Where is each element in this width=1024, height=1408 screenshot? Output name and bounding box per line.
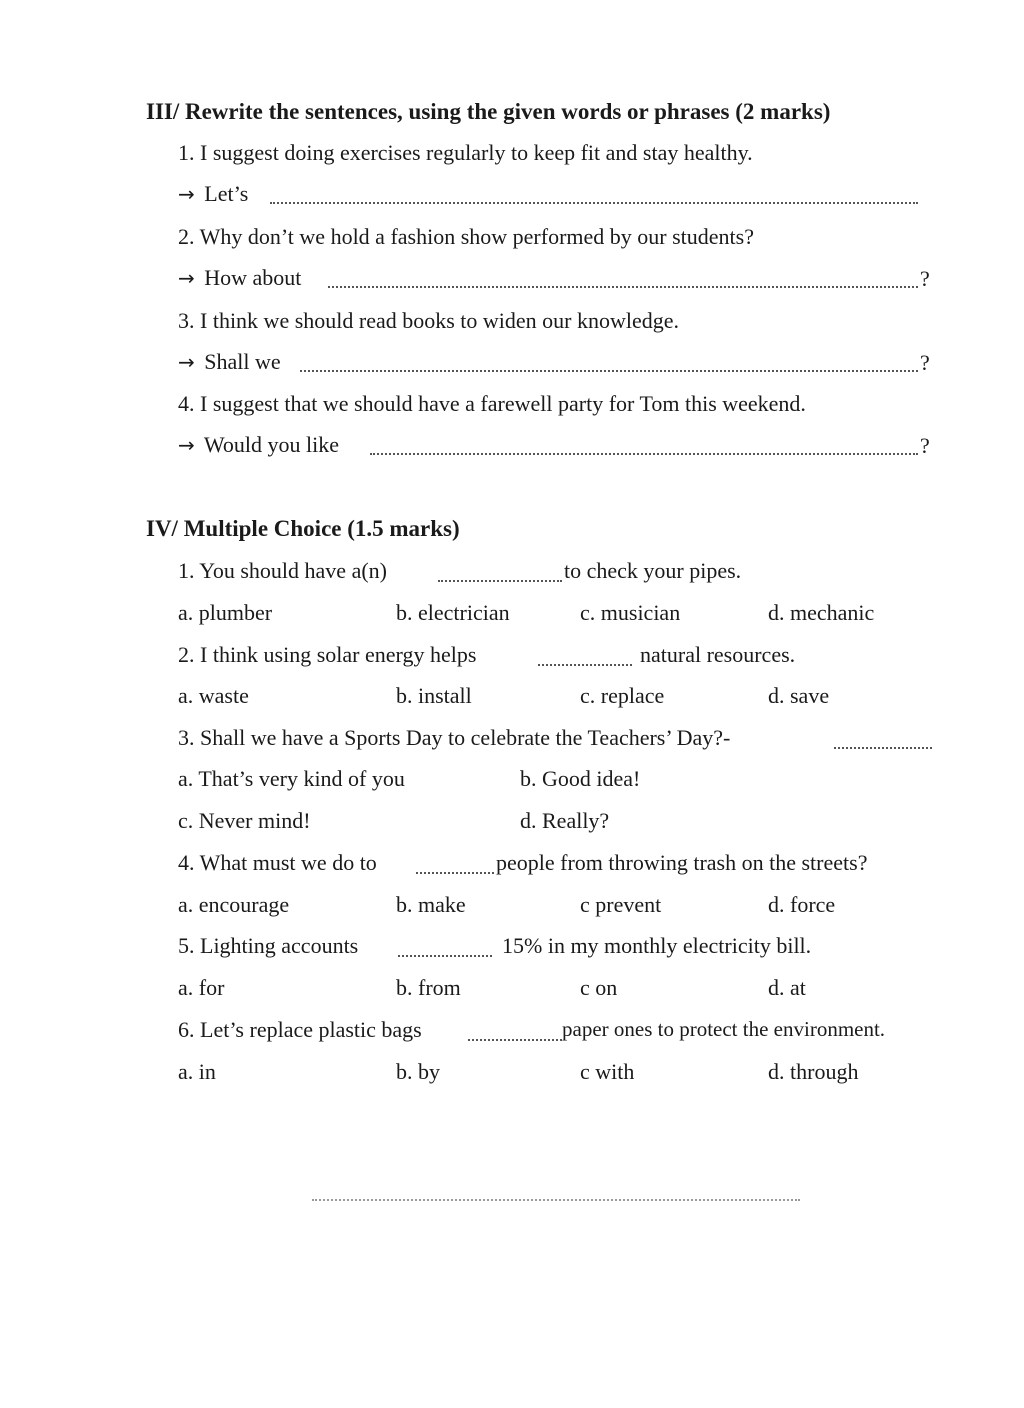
- arrow-icon: →: [178, 266, 195, 290]
- question-text-before: Let’s replace plastic bags: [200, 1017, 422, 1042]
- footer-dotted-line: [312, 1199, 800, 1201]
- option-a[interactable]: a. for: [178, 975, 225, 1000]
- answer-prompt: Would you like: [203, 432, 339, 457]
- option-d[interactable]: d. force: [768, 892, 836, 917]
- answer-prompt: Shall we: [204, 349, 281, 374]
- option-c[interactable]: c on: [580, 975, 618, 1000]
- item-number: 1.: [178, 140, 195, 165]
- answer-blank-4[interactable]: [370, 453, 918, 455]
- item-number: 4.: [178, 391, 195, 416]
- option-d[interactable]: d. mechanic: [768, 600, 875, 625]
- answer-prompt: How about: [204, 265, 302, 290]
- question-text-before: I think using solar energy helps: [200, 642, 477, 667]
- question-number: 4.: [178, 850, 195, 875]
- answer-prompt: Let’s: [204, 181, 249, 206]
- mc-question-4: [178, 852, 377, 874]
- section-4-heading: IV/ Multiple Choice (1.5 marks): [146, 516, 460, 541]
- option-c[interactable]: c. musician: [580, 600, 681, 625]
- question-text-after: people from throwing trash on the streets?: [496, 850, 868, 875]
- question-text-after: paper ones to protect the environment.: [562, 1017, 886, 1041]
- answer-blank-1[interactable]: [270, 202, 918, 204]
- question-blank-4[interactable]: [416, 872, 494, 874]
- option-d[interactable]: d. through: [768, 1059, 859, 1084]
- mc-question-5: [178, 935, 358, 957]
- question-text-before: What must we do to: [199, 850, 377, 875]
- rewrite-item-4: [178, 393, 806, 415]
- question-text-after: to check your pipes.: [564, 558, 742, 583]
- option-a[interactable]: a. plumber: [178, 600, 273, 625]
- option-b[interactable]: b. install: [396, 683, 472, 708]
- option-b[interactable]: b. by: [396, 1059, 440, 1084]
- question-blank-3[interactable]: [834, 747, 932, 749]
- rewrite-item-1: [178, 142, 753, 164]
- arrow-icon: →: [178, 350, 195, 374]
- rewrite-answer-2: [178, 267, 301, 289]
- item-number: 2.: [178, 224, 195, 249]
- option-c[interactable]: c prevent: [580, 892, 662, 917]
- question-text-after: natural resources.: [640, 642, 796, 667]
- question-number: 5.: [178, 933, 195, 958]
- option-c[interactable]: c. replace: [580, 683, 665, 708]
- question-text-before: Shall we have a Sports Day to celebrate the Teachers’ Day?-: [200, 725, 731, 750]
- mc-question-1: [178, 560, 387, 582]
- item-sentence: I suggest doing exercises regularly to keep fit and stay healthy.: [200, 140, 753, 165]
- option-a[interactable]: a. encourage: [178, 892, 290, 917]
- arrow-icon: →: [178, 433, 195, 457]
- option-b[interactable]: b. electrician: [396, 600, 510, 625]
- answer-blank-2[interactable]: [328, 286, 918, 288]
- rewrite-answer-4: [178, 434, 339, 456]
- item-number: 3.: [178, 308, 195, 333]
- option-a[interactable]: a. in: [178, 1059, 216, 1084]
- question-number: 2.: [178, 642, 195, 667]
- mc-question-3: [178, 727, 730, 749]
- question-number: 3.: [178, 725, 195, 750]
- answer-end-mark: ?: [920, 266, 930, 291]
- question-text-before: Lighting accounts: [200, 933, 359, 958]
- option-c[interactable]: c with: [580, 1059, 635, 1084]
- mc-question-6: [178, 1019, 422, 1041]
- option-b[interactable]: b. from: [396, 975, 461, 1000]
- question-number: 1.: [178, 558, 195, 583]
- question-text-after: 15% in my monthly electricity bill.: [502, 933, 812, 958]
- rewrite-answer-3: [178, 351, 281, 373]
- question-blank-5[interactable]: [398, 955, 492, 957]
- question-number: 6.: [178, 1017, 195, 1042]
- item-sentence: I think we should read books to widen our knowledge.: [200, 308, 680, 333]
- question-blank-1[interactable]: [438, 580, 562, 582]
- answer-end-mark: ?: [920, 433, 930, 458]
- rewrite-item-2: [178, 226, 754, 248]
- rewrite-item-3: [178, 310, 679, 332]
- option-b[interactable]: b. make: [396, 892, 466, 917]
- option-a[interactable]: a. That’s very kind of you: [178, 766, 405, 791]
- option-d[interactable]: d. Really?: [520, 808, 610, 833]
- option-d[interactable]: d. save: [768, 683, 830, 708]
- answer-end-mark: ?: [920, 350, 930, 375]
- rewrite-answer-1: [178, 183, 248, 205]
- option-c[interactable]: c. Never mind!: [178, 808, 311, 833]
- section-3-heading: III/ Rewrite the sentences, using the given words or phrases (2 marks): [146, 99, 831, 124]
- question-blank-6[interactable]: [468, 1039, 562, 1041]
- option-a[interactable]: a. waste: [178, 683, 249, 708]
- answer-blank-3[interactable]: [300, 370, 918, 372]
- option-b[interactable]: b. Good idea!: [520, 766, 641, 791]
- question-blank-2[interactable]: [538, 664, 632, 666]
- item-sentence: Why don’t we hold a fashion show performed by our students?: [199, 224, 754, 249]
- option-d[interactable]: d. at: [768, 975, 806, 1000]
- arrow-icon: →: [178, 182, 195, 206]
- mc-question-2: [178, 644, 476, 666]
- question-text-before: You should have a(n): [199, 558, 387, 583]
- item-sentence: I suggest that we should have a farewell party for Tom this weekend.: [200, 391, 806, 416]
